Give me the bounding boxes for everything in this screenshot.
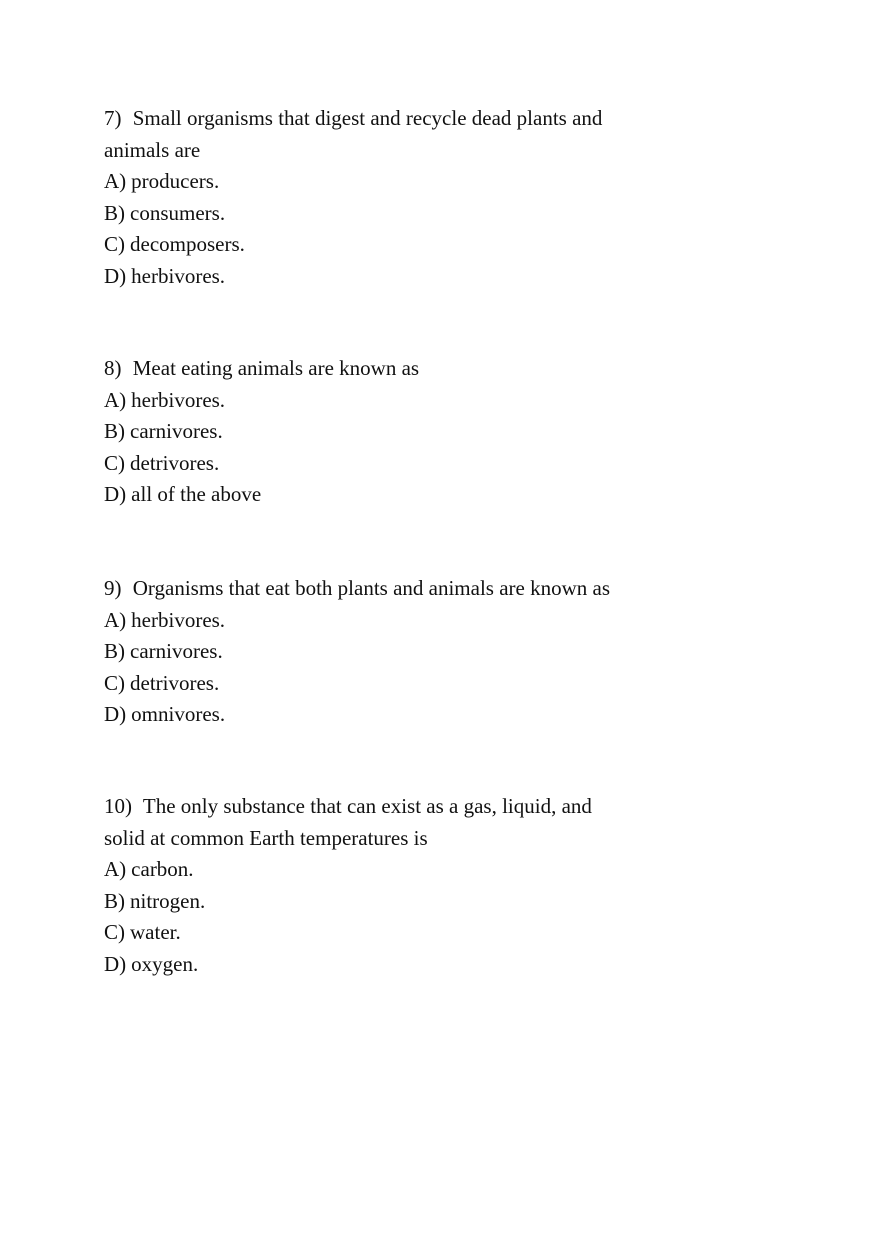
option-text: nitrogen. — [130, 888, 206, 913]
option-letter: A) — [104, 607, 127, 632]
answer-option-a — [104, 166, 704, 198]
answer-option-a — [104, 854, 704, 886]
option-text: detrivores. — [130, 670, 220, 695]
question-text-line: Meat eating animals are known as — [132, 356, 420, 380]
answer-options — [104, 385, 704, 511]
option-letter: A) — [104, 857, 127, 881]
option-letter: D) — [104, 482, 127, 506]
option-letter: B) — [104, 888, 125, 913]
question-stem — [104, 791, 704, 854]
option-letter: D) — [104, 263, 127, 288]
answer-option-c — [104, 229, 704, 261]
question-text-line: Small organisms that digest and recycle dead plants and — [132, 106, 603, 130]
option-text: detrivores. — [130, 450, 220, 475]
answer-options — [104, 605, 704, 731]
option-letter: D) — [104, 702, 127, 726]
answer-options — [104, 854, 704, 980]
answer-option-a — [104, 385, 704, 417]
question-9 — [104, 573, 704, 731]
answer-option-d — [104, 479, 704, 511]
question-number: 7) — [104, 106, 122, 130]
option-text: omnivores. — [131, 702, 226, 726]
option-text: carnivores. — [130, 639, 223, 663]
question-text-line: animals are — [104, 137, 201, 162]
answer-option-c — [104, 917, 704, 949]
question-text-line: The only substance that can exist as a gas, liquid, and — [142, 794, 592, 818]
option-letter: B) — [104, 200, 125, 225]
option-text: consumers. — [130, 200, 226, 225]
option-text: all of the above — [131, 482, 262, 506]
option-letter: B) — [104, 639, 125, 663]
option-text: herbivores. — [131, 263, 226, 288]
answer-option-c — [104, 668, 704, 700]
answer-option-d — [104, 261, 704, 293]
question-number: 8) — [104, 356, 122, 380]
option-text: herbivores. — [131, 607, 226, 632]
option-letter: C) — [104, 450, 125, 475]
option-text: producers. — [131, 169, 220, 193]
option-letter: A) — [104, 169, 127, 193]
question-text-line: solid at common Earth temperatures is — [104, 825, 428, 850]
answer-option-d — [104, 949, 704, 981]
answer-option-b — [104, 886, 704, 918]
answer-option-b — [104, 636, 704, 668]
question-stem — [104, 353, 704, 385]
answer-options — [104, 166, 704, 292]
option-text: decomposers. — [130, 232, 245, 256]
option-letter: A) — [104, 387, 127, 412]
answer-option-c — [104, 448, 704, 480]
question-8 — [104, 353, 704, 511]
question-number: 10) — [104, 794, 132, 818]
question-10 — [104, 791, 704, 980]
option-text: herbivores. — [131, 387, 226, 412]
question-text-line: Organisms that eat both plants and animals are known as — [132, 576, 611, 600]
question-stem — [104, 573, 704, 605]
question-7 — [104, 103, 704, 292]
answer-option-d — [104, 699, 704, 731]
answer-option-b — [104, 416, 704, 448]
question-stem — [104, 103, 704, 166]
option-letter: C) — [104, 920, 125, 944]
option-letter: C) — [104, 232, 125, 256]
question-number: 9) — [104, 576, 122, 600]
option-letter: B) — [104, 419, 125, 443]
option-letter: D) — [104, 951, 127, 976]
option-text: water. — [130, 920, 181, 944]
option-text: carnivores. — [130, 419, 223, 443]
answer-option-a — [104, 605, 704, 637]
option-text: carbon. — [131, 857, 194, 881]
option-text: oxygen. — [131, 951, 199, 976]
option-letter: C) — [104, 670, 125, 695]
answer-option-b — [104, 198, 704, 230]
